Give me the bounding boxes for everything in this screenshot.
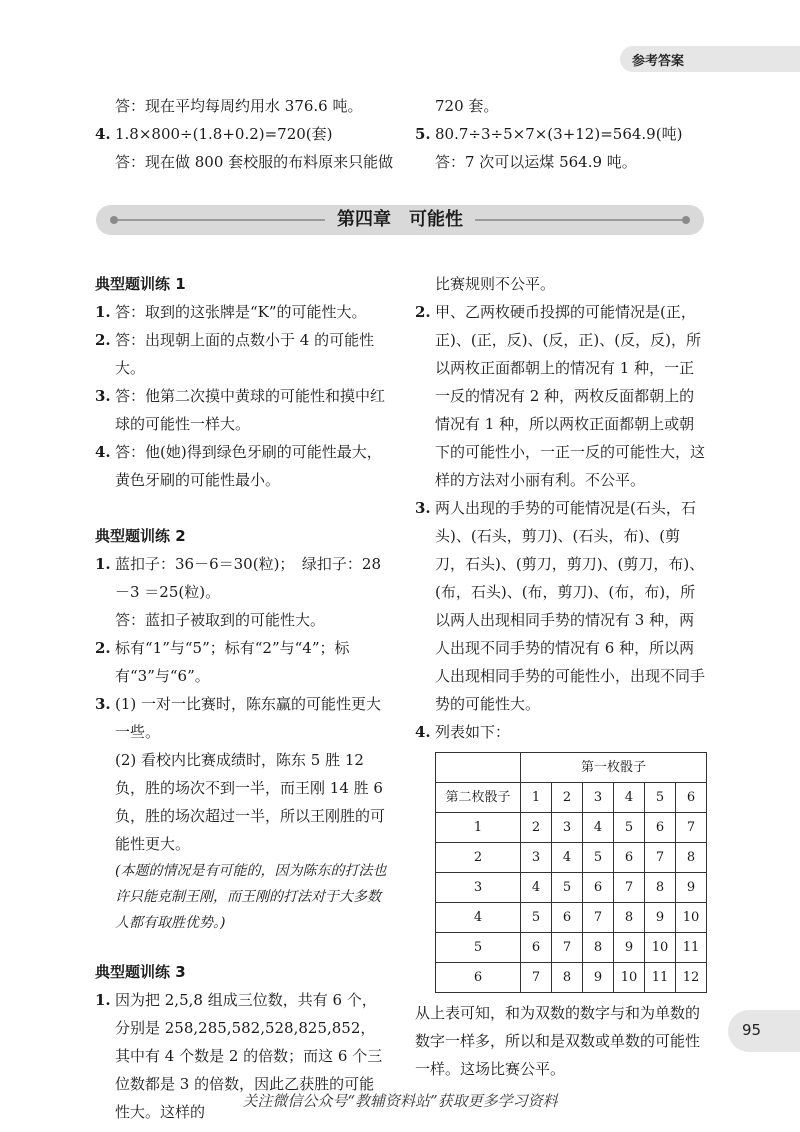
- table-cell: 5: [614, 813, 645, 843]
- table-conclusion: 从上表可知，和为双数的数字与和为单数的数字一样多，所以和是双数或单数的可能性一样。这场比赛公平。: [415, 1004, 701, 1078]
- item-text: (1) 一对一比赛时，陈东赢的可能性更大一些。: [115, 695, 382, 741]
- chapter-title: [96, 205, 704, 235]
- item-number: 2.: [95, 331, 111, 349]
- table-col-header: 6: [676, 783, 707, 813]
- s1-item-4: [95, 438, 389, 494]
- s1-item-2: [95, 326, 389, 382]
- table-col-header-row: [436, 783, 707, 813]
- table-row: [436, 843, 707, 873]
- table-cell: 7: [676, 813, 707, 843]
- table-header-row: [436, 753, 707, 783]
- s2-item-3: [95, 690, 389, 746]
- running-header: 参考答案: [632, 54, 685, 69]
- table-row-header: 第二枚骰子: [436, 783, 521, 813]
- table-cell: 6: [614, 843, 645, 873]
- item-text: 因为把 2,5,8 组成三位数，共有 6 个，分别是 258,285,582,528,825,852，其中有 4 个数是 2 的倍数；而这 6 个三位数都是 3 的倍数，因此乙获胜的可能性大。这样的: [115, 991, 383, 1121]
- table-row-label: 2: [436, 843, 521, 873]
- table-cell: 8: [645, 873, 676, 903]
- top-left-line-1: 答：现在平均每周约用水 376.6 吨。: [115, 97, 363, 115]
- item-text: 答：他第二次摸中黄球的可能性和摸中红球的可能性一样大。: [115, 387, 386, 433]
- top-right-line-1: 720 套。: [435, 97, 499, 115]
- table-cell: 9: [614, 933, 645, 963]
- item-number: 1.: [95, 303, 111, 321]
- s2-item-3-note: (本题的情况是有可能的，因为陈东的打法也许只能克制王刚，而王刚的打法对于大多数人都有取胜优势。): [115, 863, 387, 931]
- table-col-header: 2: [552, 783, 583, 813]
- s1-item-3: [95, 382, 389, 438]
- top-left-column: [95, 92, 395, 176]
- table-cell: 5: [521, 903, 552, 933]
- top-right-column: [415, 92, 715, 176]
- item-number: 3.: [95, 695, 111, 713]
- s2-item-3-part-2: (2) 看校内比赛成绩时，陈东 5 胜 12 负，胜的场次不到一半，而王刚 14 胜 6 负，胜的场次超过一半，所以王刚胜的可能性更大。: [115, 751, 386, 853]
- item-text: 答：他(她)得到绿色牙刷的可能性最大，黄色牙刷的可能性最小。: [115, 443, 382, 489]
- item-number: 1.: [95, 991, 111, 1009]
- item-text: 列表如下：: [435, 723, 511, 741]
- table-cell: 5: [583, 843, 614, 873]
- table-col-header: 3: [583, 783, 614, 813]
- table-row: [436, 873, 707, 903]
- table-cell: 7: [583, 903, 614, 933]
- table-cell: 11: [645, 963, 676, 993]
- item-number: 2.: [95, 639, 111, 657]
- s3-item-2: [415, 298, 709, 494]
- table-cell: 2: [521, 813, 552, 843]
- section-title-2: 典型题训练 2: [95, 527, 186, 545]
- right-column: [415, 270, 709, 1083]
- table-row-label: 1: [436, 813, 521, 843]
- table-row: [436, 963, 707, 993]
- item-number: 4.: [95, 443, 111, 461]
- table-cell: 12: [676, 963, 707, 993]
- table-body: [436, 813, 707, 993]
- s3-item-3: [415, 494, 709, 718]
- table-top-header: 第一枚骰子: [521, 753, 707, 783]
- s2-item-1: [95, 550, 389, 606]
- item-number: 3.: [95, 387, 111, 405]
- item-text: 答：出现朝上面的点数小于 4 的可能性大。: [115, 331, 375, 377]
- table-cell: 10: [676, 903, 707, 933]
- section-title-3: 典型题训练 3: [95, 963, 186, 981]
- footer-watermark: 关注微信公众号“教辅资料站”获取更多学习资料: [242, 1092, 558, 1110]
- table-cell: 6: [645, 813, 676, 843]
- table-cell: 5: [552, 873, 583, 903]
- item-text: 80.7÷3÷5×7×(3+12)=564.9(吨): [435, 125, 683, 143]
- table-cell: 8: [552, 963, 583, 993]
- item-number: 1.: [95, 555, 111, 573]
- table-row-label: 3: [436, 873, 521, 903]
- item-text: 蓝扣子：36－6＝30(粒)； 绿扣子：28－3 ＝25(粒)。: [115, 555, 382, 601]
- table-cell: 7: [645, 843, 676, 873]
- s3-item-4: [415, 718, 709, 746]
- table-cell: 8: [676, 843, 707, 873]
- table-cell: 8: [583, 933, 614, 963]
- table-row-label: 4: [436, 903, 521, 933]
- item-number: 4.: [95, 125, 111, 143]
- table-cell: 7: [552, 933, 583, 963]
- item-text: 标有“1”与“5”；标有“2”与“4”；标有“3”与“6”。: [115, 639, 350, 685]
- chapter-title-text: 第四章 可能性: [325, 209, 475, 230]
- item-text: 答：取到的这张牌是“K”的可能性大。: [115, 303, 367, 321]
- table-cell: 10: [614, 963, 645, 993]
- table-col-header: 5: [645, 783, 676, 813]
- table-corner-cell: [436, 753, 521, 783]
- table-cell: 3: [521, 843, 552, 873]
- top-left-line-3: 答：现在做 800 套校服的布料原来只能做: [115, 153, 394, 171]
- table-cell: 6: [552, 903, 583, 933]
- table-row: [436, 933, 707, 963]
- item-number: 2.: [415, 303, 431, 321]
- left-column: [95, 270, 389, 1126]
- table-cell: 7: [614, 873, 645, 903]
- table-cell: 6: [583, 873, 614, 903]
- table-cell: 11: [676, 933, 707, 963]
- table-row-label: 5: [436, 933, 521, 963]
- chapter-banner: [96, 205, 704, 235]
- table-cell: 3: [552, 813, 583, 843]
- table-row: [436, 813, 707, 843]
- table-cell: 4: [583, 813, 614, 843]
- item-number: 5.: [415, 125, 431, 143]
- s2-item-2: [95, 634, 389, 690]
- s3-item-1-continued: 比赛规则不公平。: [435, 275, 556, 293]
- table-cell: 4: [552, 843, 583, 873]
- page-number: 95: [742, 1021, 762, 1039]
- table-cell: 9: [583, 963, 614, 993]
- section-title-1: 典型题训练 1: [95, 275, 186, 293]
- page-number-tab: [728, 1010, 800, 1052]
- item-text: 甲、乙两枚硬币投掷的可能情况是(正，正)、(正，反)、(反，正)、(反，反)，所以两枚正面都朝上的情况有 1 种，一正一反的情况有 2 种，两枚反面都朝上的情况有 1 种，所以两枚正面都朝上或朝下的可能性小，一正一反的可能性大，这样的方法对小丽有利。不公平。: [435, 303, 706, 489]
- table-cell: 8: [614, 903, 645, 933]
- top-left-item-4: [95, 120, 395, 148]
- table-row: [436, 903, 707, 933]
- table-cell: 9: [676, 873, 707, 903]
- item-number: 3.: [415, 499, 431, 517]
- table-row-label: 6: [436, 963, 521, 993]
- table-col-header: 1: [521, 783, 552, 813]
- table-cell: 10: [645, 933, 676, 963]
- table-cell: 9: [645, 903, 676, 933]
- top-right-item-5: [415, 120, 715, 148]
- dice-sum-table: [435, 752, 707, 993]
- top-right-line-3: 答：7 次可以运煤 564.9 吨。: [435, 153, 637, 171]
- table-cell: 4: [521, 873, 552, 903]
- item-number: 4.: [415, 723, 431, 741]
- s1-item-1: [95, 298, 389, 326]
- s2-item-1-answer: 答：蓝扣子被取到的可能性大。: [115, 611, 326, 629]
- item-text: 两人出现的手势的可能情况是(石头，石头)、(石头，剪刀)、(石头，布)、(剪刀，石头)、(剪刀，剪刀)、(剪刀，布)、(布，石头)、(布，剪刀)、(布，布)，所以两人出现相同手势的情况有 3 种，两人出现不同手势的情况有 6 种，所以两人出现相同手势的可能性小，出现不同手势的可能性大。: [435, 499, 706, 713]
- item-text: 1.8×800÷(1.8+0.2)=720(套): [115, 125, 333, 143]
- table-cell: 7: [521, 963, 552, 993]
- table-col-header: 4: [614, 783, 645, 813]
- table-cell: 6: [521, 933, 552, 963]
